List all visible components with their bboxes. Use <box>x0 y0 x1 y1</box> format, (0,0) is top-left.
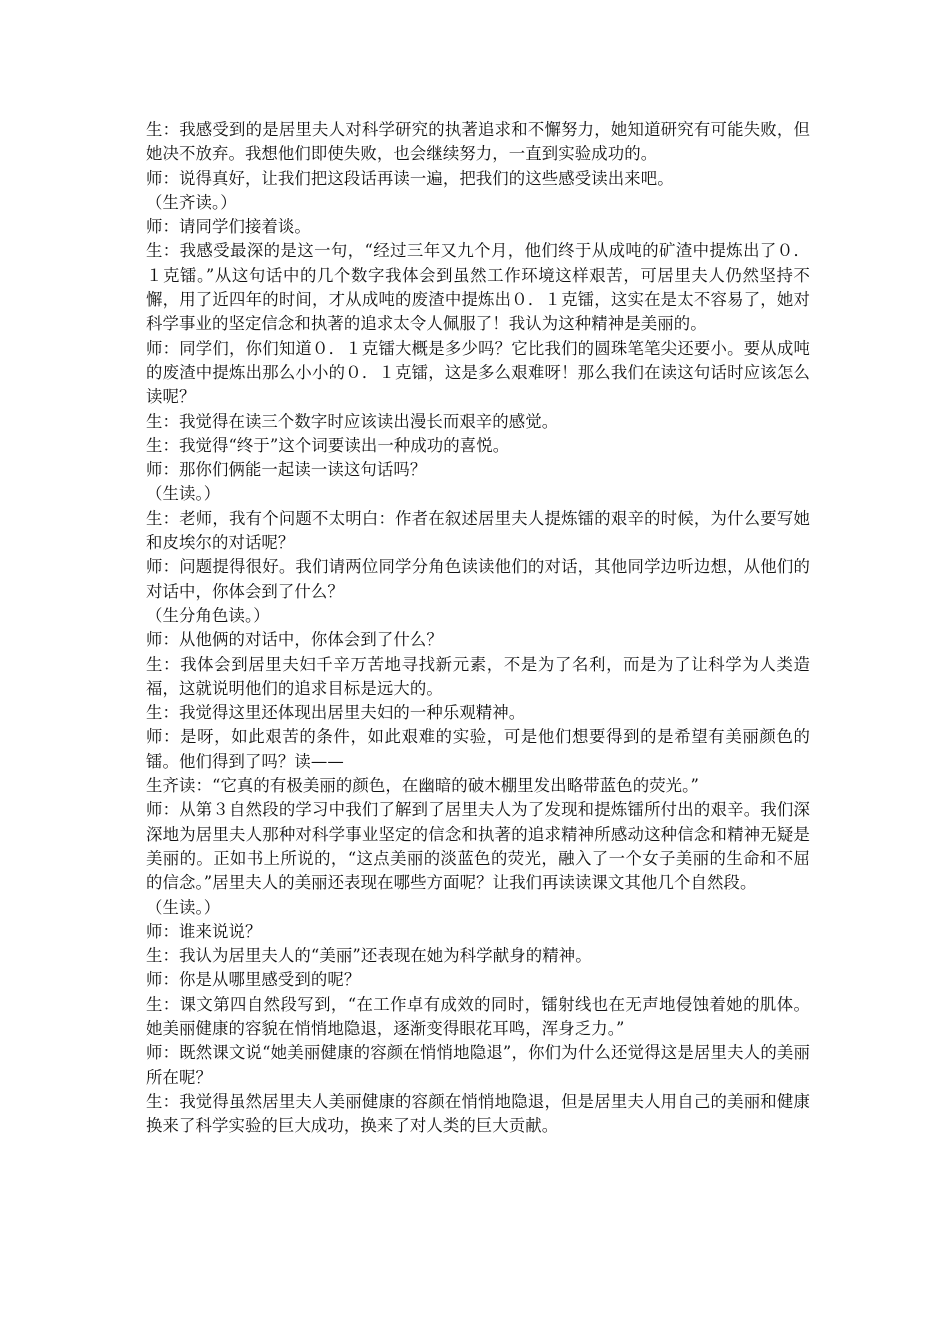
paragraph: 师：谁来说说？ <box>146 921 262 941</box>
paragraph: 师：问题提得很好。我们请两位同学分角色读读他们的对话，其他同学边听边想，从他们的对话中，你体会到了什么？ <box>146 557 810 601</box>
paragraph: 生：我感受最深的是这一句，“经过三年又九个月，他们终于从成吨的矿渣中提炼出了０．１克镭。”从这句话中的几个数字我体会到虽然工作环境这样艰苦，可居里夫人仍然坚持不懈，用了近四年的时间，才从成吨的废渣中提炼出０．１克镭，这实在是太不容易了，她对科学事业的坚定信念和执著的追求太令人佩服了！我认为这种精神是美丽的。 <box>146 241 810 334</box>
paragraph: 生：我体会到居里夫妇千辛万苦地寻找新元素，不是为了名利，而是为了让科学为人类造福，这就说明他们的追求目标是远大的。 <box>146 654 810 698</box>
paragraph: （生齐读。） <box>146 192 237 212</box>
paragraph: 师：说得真好，让我们把这段话再读一遍，把我们的这些感受读出来吧。 <box>146 168 674 188</box>
paragraph: 师：从第３自然段的学习中我们了解到了居里夫人为了发现和提炼镭所付出的艰辛。我们深深地为居里夫人那种对科学事业坚定的信念和执著的追求精神所感动这种信念和精神无疑是美丽的。正如书上所说的，“这点美丽的淡蓝色的荧光，融入了一个女子美丽的生命和不屈的信念。”居里夫人的美丽还表现在哪些方面呢？让我们再读读课文其他几个自然段。 <box>146 800 810 893</box>
document-body <box>146 118 810 1138</box>
paragraph: 生：我感受到的是居里夫人对科学研究的执著追求和不懈努力，她知道研究有可能失败，但她决不放弃。我想他们即使失败，也会继续努力，一直到实验成功的。 <box>146 120 810 164</box>
paragraph: 师：那你们俩能一起读一读这句话吗？ <box>146 460 427 480</box>
paragraph: 师：既然课文说“她美丽健康的容颜在悄悄地隐退”，你们为什么还觉得这是居里夫人的美丽所在呢？ <box>146 1043 810 1087</box>
paragraph: （生读。） <box>146 484 221 504</box>
paragraph: 生：我觉得这里还体现出居里夫妇的一种乐观精神。 <box>146 703 526 723</box>
paragraph: 生：我认为居里夫人的“美丽”还表现在她为科学献身的精神。 <box>146 946 592 966</box>
paragraph: 师：从他俩的对话中，你体会到了什么？ <box>146 630 443 650</box>
paragraph: 生：我觉得“终于”这个词要读出一种成功的喜悦。 <box>146 435 510 455</box>
paragraph: 师：同学们，你们知道０．１克镭大概是多少吗？它比我们的圆珠笔笔尖还要小。要从成吨的废渣中提炼出那么小小的０．１克镭，这是多么艰难呀！那么我们在读这句话时应该怎么读呢？ <box>146 338 810 407</box>
paragraph: 师：请同学们接着谈。 <box>146 217 311 237</box>
paragraph: 生：我觉得在读三个数字时应该读出漫长而艰辛的感觉。 <box>146 411 559 431</box>
paragraph: 生：我觉得虽然居里夫人美丽健康的容颜在悄悄地隐退，但是居里夫人用自己的美丽和健康换来了科学实验的巨大成功，换来了对人类的巨大贡献。 <box>146 1091 810 1136</box>
paragraph: 生：老师，我有个问题不太明白：作者在叙述居里夫人提炼镭的艰辛的时候，为什么要写她和皮埃尔的对话呢？ <box>146 508 810 553</box>
paragraph: （生分角色读。） <box>146 605 270 625</box>
paragraph: 生：课文第四自然段写到，“在工作卓有成效的同时，镭射线也在无声地侵蚀着她的肌体。她美丽健康的容貌在悄悄地隐退，逐渐变得眼花耳鸣，浑身乏力。” <box>146 994 810 1038</box>
paragraph: 师：是呀，如此艰苦的条件，如此艰难的实验，可是他们想要得到的是希望有美丽颜色的镭。他们得到了吗？读—— <box>146 727 810 771</box>
paragraph: 生齐读：“它真的有极美丽的颜色，在幽暗的破木棚里发出略带蓝色的荧光。” <box>146 776 699 796</box>
paragraph: 师：你是从哪里感受到的呢？ <box>146 970 361 990</box>
paragraph: （生读。） <box>146 897 221 917</box>
